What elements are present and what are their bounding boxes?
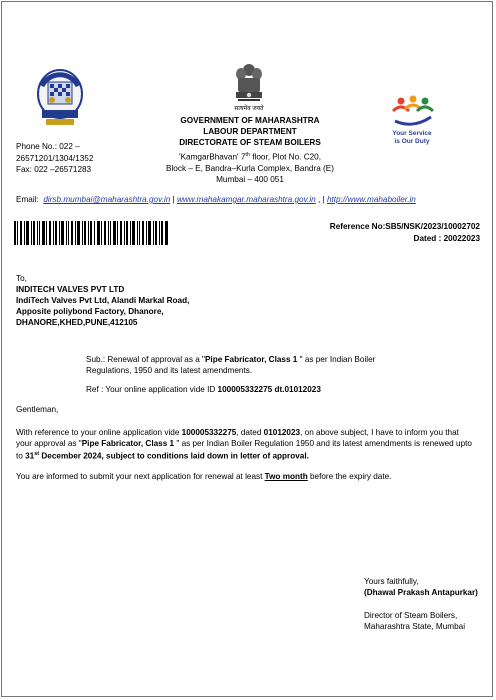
subject-approval-type: Pipe Fabricator, Class 1 bbox=[204, 355, 298, 364]
subject-line-2: Regulations, 1950 and its latest amendments. bbox=[86, 366, 253, 375]
separator-1: | bbox=[170, 195, 177, 204]
closing: Yours faithfully, bbox=[364, 577, 419, 586]
phone-line-1: Phone No.: 022 – bbox=[16, 142, 80, 151]
p1-text-e: , on above subject, I have to inform you that bbox=[300, 428, 459, 437]
signatory-title-1: Director of Steam Boilers, bbox=[364, 611, 458, 620]
p1-application-id: 100005332275 bbox=[181, 428, 237, 437]
address-line-3: Mumbai – 400 051 bbox=[216, 175, 284, 184]
service-slogan-logo bbox=[389, 95, 437, 129]
address-sup: th bbox=[245, 152, 250, 158]
recipient-line-4: DHANORE,KHED,PUNE,412105 bbox=[16, 318, 138, 327]
national-emblem-icon bbox=[232, 62, 266, 108]
subject-line-1 bbox=[86, 355, 375, 364]
reference-number: Reference No:SB5/NSK/2023/10002702 bbox=[329, 222, 480, 231]
paragraph-1-line-1 bbox=[16, 428, 459, 437]
subject-ref-id: 100005332275 dt.01012023 bbox=[217, 385, 321, 394]
salutation: Gentleman, bbox=[16, 405, 59, 414]
boiler-department-logo bbox=[34, 66, 86, 128]
recipient-line-3: Apposite poliybond Factory, Dhanore, bbox=[16, 307, 164, 316]
mahakamgar-link[interactable]: www.mahakamgar.maharashtra.gov.in bbox=[176, 195, 316, 204]
email-label: Email: bbox=[16, 195, 39, 204]
p1-text-c: , dated bbox=[236, 428, 264, 437]
address-line-2: Block – E, Bandra–Kurla Complex, Bandra (E) bbox=[166, 164, 334, 173]
address-part-a: 'KamgarBhavan' 7 bbox=[179, 152, 246, 162]
address-part-b: floor, Plot No. C20, bbox=[250, 152, 321, 162]
p1-text-i: to bbox=[16, 451, 26, 461]
email-row bbox=[16, 195, 416, 204]
p1-text-f: your approval as " bbox=[16, 439, 82, 448]
p1-expiry: December 2024, subject to conditions laid down in letter of approval. bbox=[39, 451, 309, 461]
paragraph-1-line-3 bbox=[16, 451, 309, 461]
p2-text-c: before the expiry date. bbox=[307, 472, 392, 481]
signatory-title-2: Maharashtra State, Mumbai bbox=[364, 622, 466, 631]
slogan-line-2: is Our Duty bbox=[394, 138, 430, 145]
p1-text-h: " as per Indian Boiler Regulation 1950 and its latest amendments is renewed upto bbox=[174, 439, 472, 448]
signatory-name: (Dhawal Prakash Antapurkar) bbox=[364, 588, 478, 597]
directorate-title: DIRECTORATE OF STEAM BOILERS bbox=[179, 138, 321, 147]
department-title: LABOUR DEPARTMENT bbox=[203, 127, 297, 136]
subject-prefix: Sub.: Renewal of approval as a " bbox=[86, 355, 205, 364]
fax-line: Fax: 022 –26571283 bbox=[16, 165, 92, 174]
recipient-line-2: IndiTech Valves Pvt Ltd, Alandi Markal Road, bbox=[16, 296, 190, 305]
p2-text-a: You are informed to submit your next application for renewal at least bbox=[16, 472, 265, 481]
address-line-1 bbox=[150, 152, 350, 162]
p1-date: 01012023 bbox=[263, 428, 301, 437]
phone-line-2: 26571201/1304/1352 bbox=[16, 154, 94, 163]
barcode bbox=[14, 221, 168, 245]
p1-approval-type: Pipe Fabricator, Class 1 bbox=[81, 439, 175, 448]
mahaboiler-link[interactable]: http://www.mahaboiler.in bbox=[326, 195, 416, 204]
paragraph-1-line-2 bbox=[16, 439, 472, 448]
emblem-caption: सत्यमेव जयते bbox=[234, 106, 264, 112]
p1-day: 31 bbox=[25, 451, 35, 461]
subject-reference bbox=[86, 385, 321, 394]
email-link[interactable]: dirsb.mumbai@maharashtra.gov.in bbox=[43, 195, 171, 204]
reference-date: Dated : 20022023 bbox=[413, 234, 480, 243]
subject-ref-prefix: Ref : Your online application vide ID bbox=[86, 385, 218, 394]
government-title: GOVERNMENT OF MAHARASHTRA bbox=[180, 116, 320, 125]
p1-text-a: With reference to your online application vide bbox=[16, 428, 182, 437]
subject-suffix: " as per Indian Boiler bbox=[297, 355, 376, 364]
to-label: To, bbox=[16, 274, 27, 283]
p2-duration: Two month bbox=[264, 472, 308, 481]
recipient-line-1: INDITECH VALVES PVT LTD bbox=[16, 285, 125, 294]
separator-2: , | bbox=[315, 195, 327, 204]
paragraph-2 bbox=[16, 472, 391, 481]
p1-day-suffix: st bbox=[34, 451, 40, 457]
slogan-line-1: Your Service bbox=[392, 130, 432, 137]
